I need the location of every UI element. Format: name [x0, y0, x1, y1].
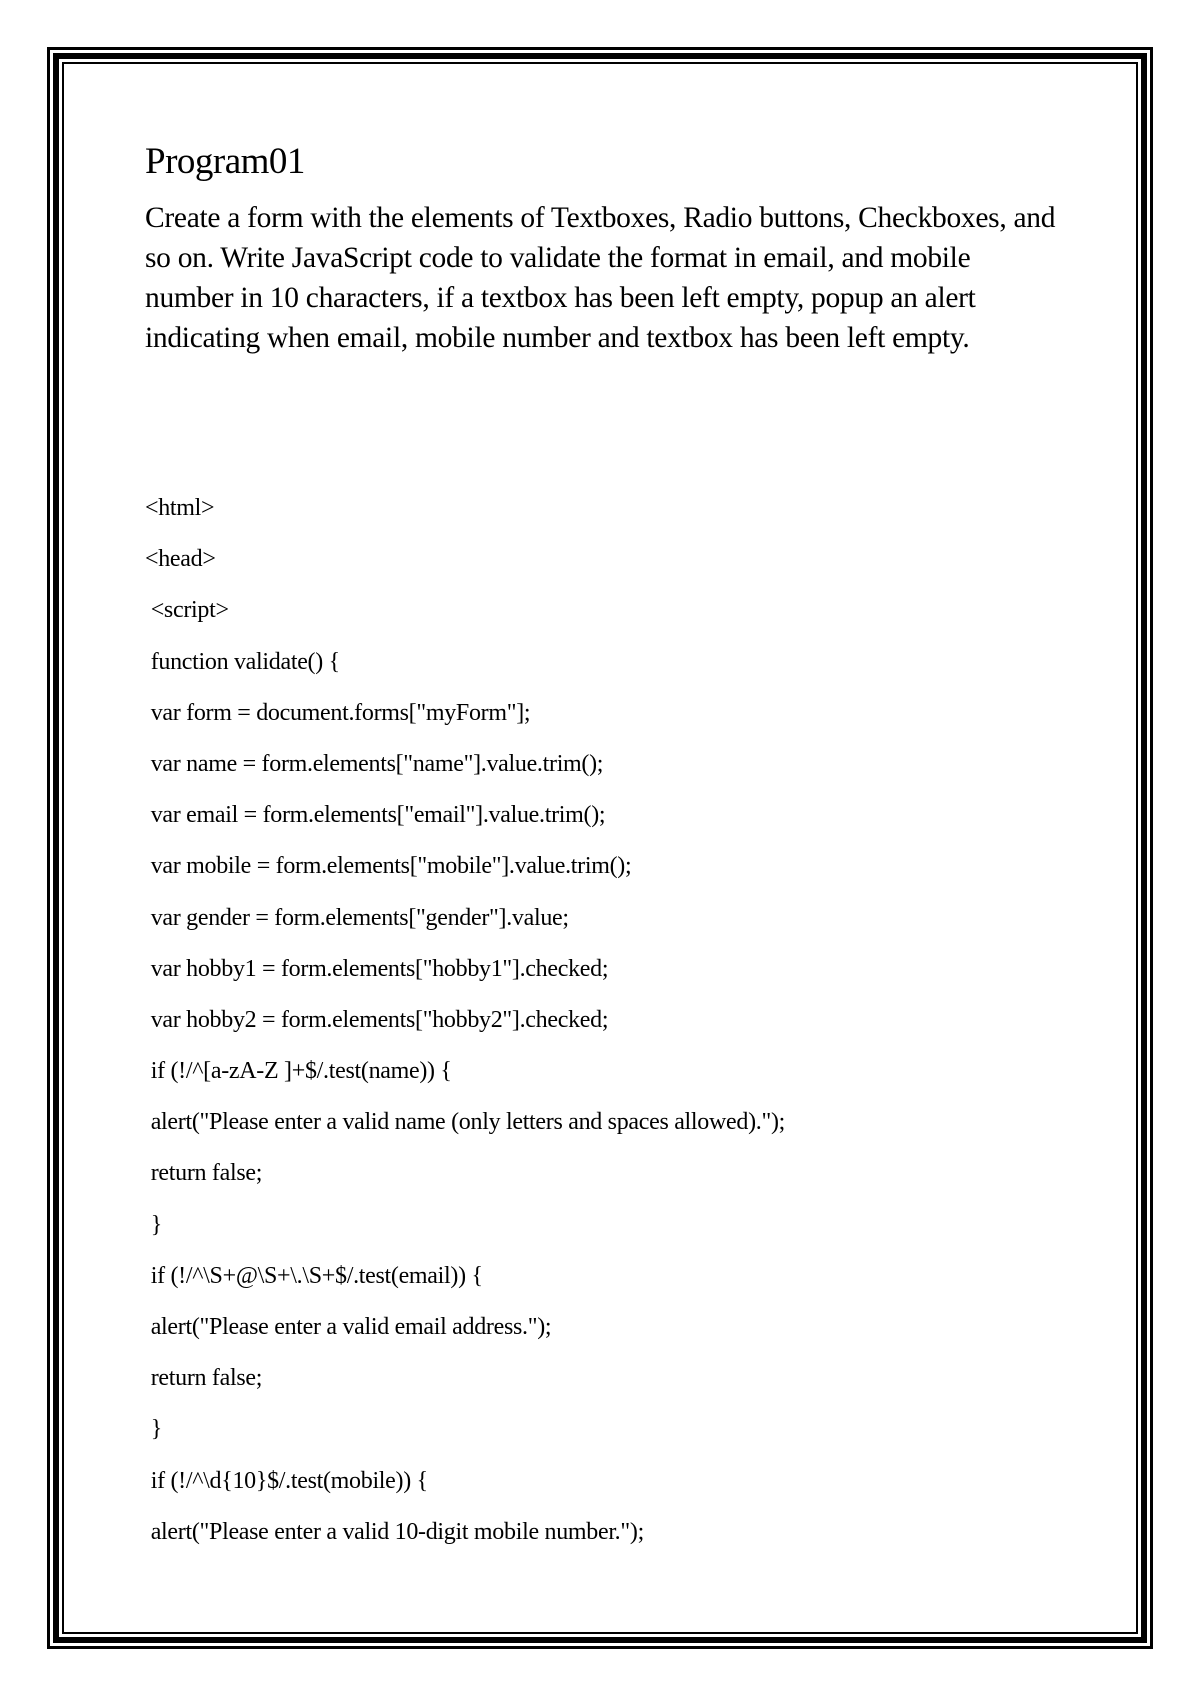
program-description: Create a form with the elements of Textboxes, Radio buttons, Checkboxes, and so on. Write JavaScript code to validate the format in email, and mobile number in 10 characters, if a textbox has been left empty, popup an alert indicating when email, mobile number and textbox has been left empty.	[145, 202, 1056, 355]
code-line: }	[145, 1211, 162, 1238]
code-line: return false;	[145, 1160, 263, 1187]
code-listing	[145, 483, 1105, 1558]
code-line: alert("Please enter a valid name (only letters and spaces allowed).");	[145, 1109, 786, 1136]
code-line: <html>	[145, 495, 215, 521]
code-line: var hobby1 = form.elements["hobby1"].checked;	[145, 955, 609, 982]
code-line: function validate() {	[145, 648, 340, 675]
code-line: var hobby2 = form.elements["hobby2"].checked;	[145, 1006, 609, 1033]
code-line: if (!/^[a-zA-Z ]+$/.test(name)) {	[145, 1058, 452, 1085]
code-line: var gender = form.elements["gender"].value;	[145, 904, 569, 931]
code-line: alert("Please enter a valid 10-digit mobile number.");	[145, 1518, 644, 1545]
code-line: var name = form.elements["name"].value.trim();	[145, 750, 604, 777]
code-line: if (!/^\d{10}$/.test(mobile)) {	[145, 1467, 428, 1494]
code-line: var mobile = form.elements["mobile"].value.trim();	[145, 853, 632, 880]
code-line: }	[145, 1416, 162, 1443]
code-line: return false;	[145, 1365, 263, 1392]
program-title: Program01	[145, 141, 305, 182]
program-header	[145, 140, 1065, 358]
code-line: <script>	[145, 597, 229, 624]
code-line: var form = document.forms["myForm"];	[145, 699, 531, 726]
code-line: <head>	[145, 546, 216, 573]
code-line: if (!/^\S+@\S+\.\S+$/.test(email)) {	[145, 1262, 483, 1289]
code-line: var email = form.elements["email"].value.trim();	[145, 802, 606, 829]
code-line: alert("Please enter a valid email address.");	[145, 1314, 552, 1340]
